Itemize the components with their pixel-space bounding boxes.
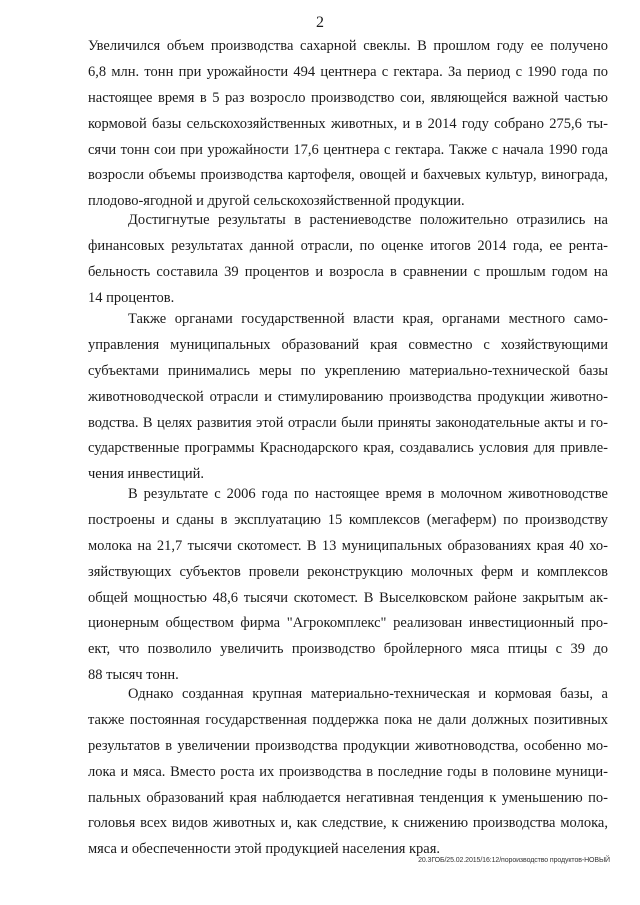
paragraph-line: животноводческой отрасли и стимулированию производства продукции животно- — [88, 388, 608, 405]
paragraph-line: финансовых результатах данной отрасли, по оценке итогов 2014 года, ее рента- — [88, 237, 608, 254]
paragraph-line: сячи тонн сои при урожайности 17,6 центнера с гектара. Также с начала 1990 года — [88, 141, 608, 158]
paragraph-line: Также органами государственной власти края, органами местного само- — [128, 311, 608, 327]
paragraph-line: чения инвестиций. — [88, 466, 205, 483]
paragraph-line: 88 тысяч тонн. — [88, 667, 179, 684]
paragraph-line: зяйствующих субъектов провели реконструкцию молочных ферм и комплексов — [88, 563, 608, 580]
paragraph-4 — [88, 482, 608, 689]
paragraph-line: ционерным обществом фирма "Агрокомплекс" реализован инвестиционный про- — [88, 615, 608, 632]
paragraph-line: бельность составила 39 процентов и возросла в сравнении с прошлым годом на — [88, 263, 608, 280]
paragraph-2 — [88, 208, 608, 312]
paragraph-line: Увеличился объем производства сахарной свеклы. В прошлом году ее получено — [88, 38, 608, 54]
paragraph-line: Достигнутые результаты в растениеводстве положительно отразились на — [128, 212, 608, 228]
paragraph-line: управления муниципальных образований края совместно с хозяйствующими — [88, 336, 608, 353]
paragraph-line: Однако созданная крупная материально-техническая и кормовая базы, а — [128, 686, 608, 702]
document-footer: 20.3ГОБ/25.02.2015/16:12/пороизводство продуктов-НОВЫЙ — [418, 857, 610, 864]
paragraph-line: результатов в увеличении производства продукции животноводства, особенно мо- — [88, 737, 608, 754]
paragraph-line: молока на 21,7 тысячи скотомест. В 13 муниципальных образованиях края 40 хо- — [88, 537, 608, 554]
page-number: 2 — [316, 14, 324, 31]
paragraph-line: кормовой базы сельскохозяйственных животных, и в 2014 году собрано 275,6 ты- — [88, 115, 608, 132]
paragraph-line: головья всех видов животных и, как следствие, к снижению производства молока, — [88, 815, 608, 832]
paragraph-line: общей мощностью 48,6 тысячи скотомест. В Выселковском районе закрытым ак- — [88, 589, 608, 606]
paragraph-line: настоящее время в 5 раз возросло производство сои, являющейся важной частью — [88, 89, 608, 106]
paragraph-line: В результате с 2006 года по настоящее время в молочном животноводстве — [128, 486, 608, 502]
paragraph-line: плодово-ягодной и другой сельскохозяйственной продукции. — [88, 193, 465, 210]
paragraph-line: построены и сданы в эксплуатацию 15 комплексов (мегаферм) по производству — [88, 511, 608, 528]
paragraph-line: пальных образований края наблюдается негативная тенденция к уменьшению по- — [88, 789, 608, 806]
paragraph-line: ект, что позволило увеличить производство бройлерного мяса птицы с 39 до — [88, 641, 608, 658]
paragraph-line: субъектами принимались меры по укреплению материально-технической базы — [88, 362, 608, 379]
paragraph-line: мяса и обеспеченности этой продукцией населения края. — [88, 841, 441, 858]
paragraph-line: сударственные программы Краснодарского края, создавались условия для привле- — [88, 440, 608, 457]
paragraph-5 — [88, 682, 608, 863]
paragraph-1 — [88, 34, 608, 215]
paragraph-line: 6,8 млн. тонн при урожайности 494 центнера с гектара. За период с 1990 года по — [88, 63, 608, 80]
paragraph-line: водства. В целях развития этой отрасли были приняты законодательные акты и го- — [88, 414, 608, 431]
paragraph-line: возросли объемы производства картофеля, овощей и бахчевых культур, винограда, — [88, 167, 608, 184]
paragraph-line: 14 процентов. — [88, 289, 175, 306]
paragraph-line: лока и мяса. Вместо роста их производства в последние годы в половине муници- — [88, 763, 608, 780]
paragraph-3 — [88, 307, 608, 488]
paragraph-line: также постоянная государственная поддержка пока не дали должных позитивных — [88, 711, 608, 728]
